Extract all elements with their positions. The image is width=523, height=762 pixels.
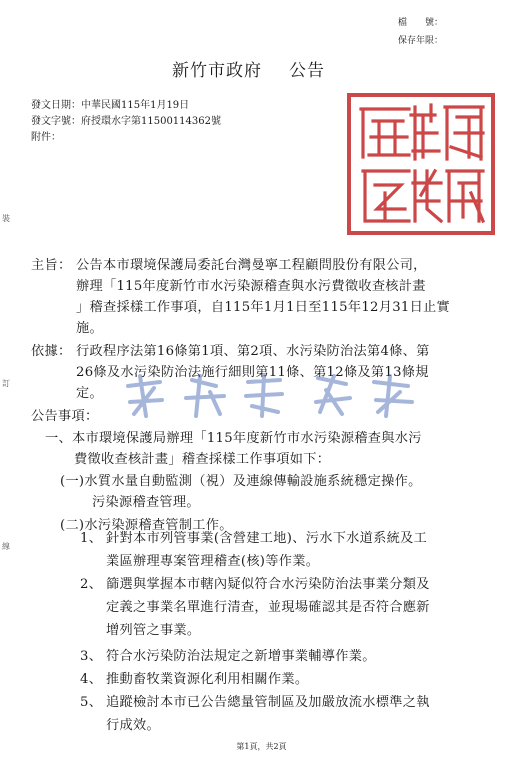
attachment-label: 附件： xyxy=(31,132,61,143)
retention-period-label: 保存年限： xyxy=(398,36,444,46)
file-number-label: 檔 號： xyxy=(398,18,444,28)
basis-line: 行政程序法第16條第1項、第2項、水污染防治法第4條、第 xyxy=(76,344,430,359)
binding-mark-staple: 訂 xyxy=(2,379,10,388)
issue-date-value: 中華民國115年1月19日 xyxy=(81,100,190,111)
sub-item-2: (二)水污染源稽查管制工作。 xyxy=(60,518,233,533)
subject-line: 公告本市環境保護局委託台灣曼寧工程顧問股份有限公司， xyxy=(76,258,427,273)
subject-line: 」稽查採樣工作事項，自115年1月1日至115年12月31日止實 xyxy=(76,300,451,315)
basis-line: 定。 xyxy=(76,386,103,401)
task-line: 增列管之事業。 xyxy=(106,623,201,638)
official-seal xyxy=(347,93,495,235)
document-type: 公告 xyxy=(289,61,325,81)
subject-line: 辦理「115年度新竹市水污染源稽查與水污費徵收查核計畫 xyxy=(76,279,426,294)
task-line: 針對本市列管事業(含營建工地)、污水下水道系統及工 xyxy=(106,531,428,546)
task-line: 行成效。 xyxy=(106,718,160,733)
reference-number xyxy=(31,112,221,127)
task-number: 3、 xyxy=(80,649,103,664)
seal-glyphs xyxy=(351,97,491,231)
task-line: 推動畜牧業資源化利用相關作業。 xyxy=(106,672,309,687)
task-line: 符合水污染防治法規定之新增事業輔導作業。 xyxy=(106,649,376,664)
page-number: 第1頁，共2頁 xyxy=(236,742,287,751)
sub-item-1: (一)水質水量自動監測（視）及連線傳輸設施系統穩定操作。 xyxy=(60,474,422,489)
sub-item-1: 污染源稽查管理。 xyxy=(92,495,200,510)
issue-date-label: 發文日期： xyxy=(31,100,81,111)
reference-number-label: 發文字號： xyxy=(31,116,81,127)
task-number: 1、 xyxy=(80,531,103,546)
issue-date xyxy=(31,96,189,111)
announcement-item-1: 費徵收查核計畫」稽查採樣工作事項如下： xyxy=(74,452,331,467)
basis-line: 26條及水污染防治法施行細則第11條、第12條及第13條規 xyxy=(76,365,429,380)
subject-label: 主旨： xyxy=(31,258,72,273)
binding-mark-line: 線 xyxy=(2,542,10,551)
issuing-agency: 新竹市政府 xyxy=(172,61,262,81)
task-line: 篩選與掌握本市轄內疑似符合水污染防治法事業分類及 xyxy=(106,577,430,592)
basis-label: 依據： xyxy=(31,344,72,359)
announcement-item-1: 一、本市環境保護局辦理「115年度新竹市水污染源稽查與水污 xyxy=(45,431,422,446)
task-number: 2、 xyxy=(80,577,103,592)
binding-mark-bind: 裝 xyxy=(2,214,10,223)
task-line: 追蹤檢討本市已公告總量管制區及加嚴放流水標準之執 xyxy=(106,695,430,710)
handwritten-stamp xyxy=(120,372,420,420)
subject-line: 施。 xyxy=(76,321,103,336)
task-number: 4、 xyxy=(80,672,103,687)
task-number: 5、 xyxy=(80,695,103,710)
task-line: 定義之事業名單進行清查，並現場確認其是否符合應新 xyxy=(106,600,430,615)
announcement-heading: 公告事項： xyxy=(31,409,99,424)
task-line: 業區辦理專案管理稽查(核)等作業。 xyxy=(106,554,320,569)
reference-number-value: 府授環水字第11500114362號 xyxy=(81,116,221,127)
